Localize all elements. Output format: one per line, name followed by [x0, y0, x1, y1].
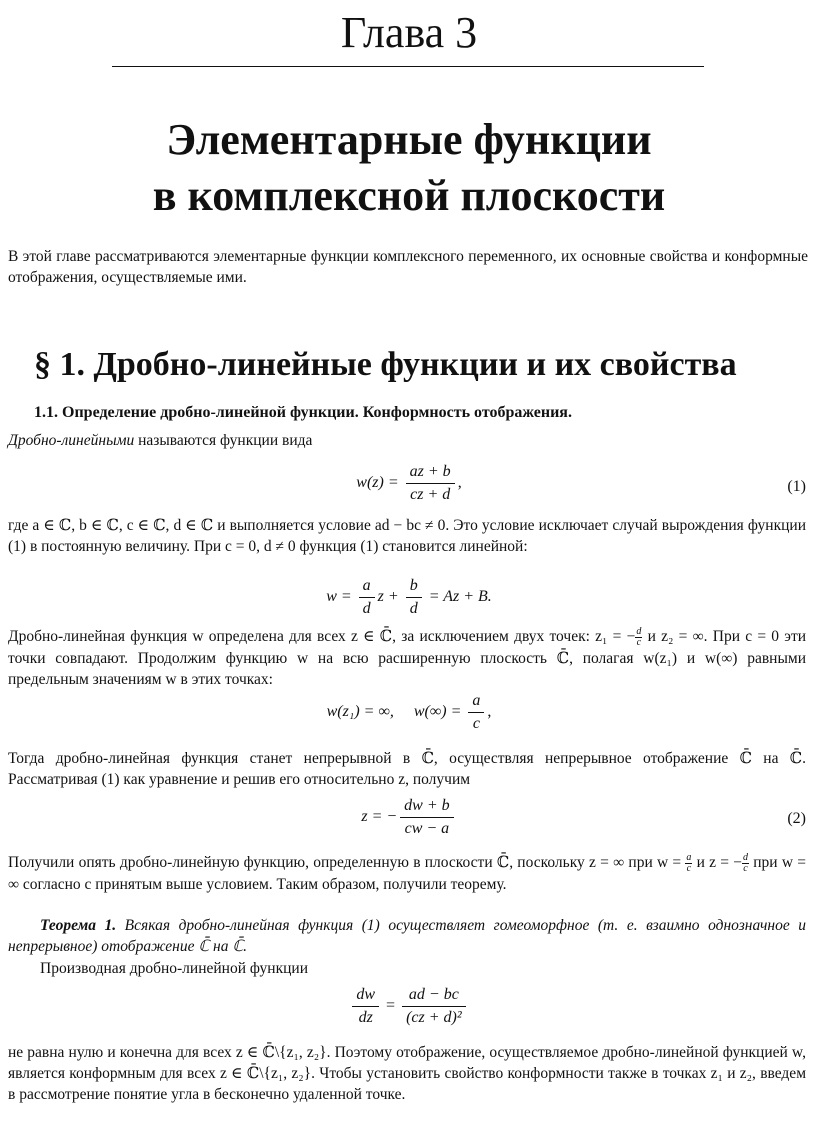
para4-part-c: при w = ∞ согласно с принятым выше условием. Таким образом, получили теорему.	[8, 854, 806, 893]
para2-frac-den: c	[636, 636, 642, 648]
equation-2	[0, 795, 818, 840]
eq-linear-frac-2-den: d	[409, 600, 418, 617]
para4-frac-1-den: c	[686, 862, 692, 874]
eq-deriv-right-den: (cz + d)²	[406, 1009, 462, 1026]
eq2-denominator: cw − a	[404, 820, 450, 837]
intro-paragraph	[8, 430, 806, 451]
para2-part-a: Дробно-линейная функция w определена для всех z ∈ ℂ̄, за исключением двух точек: z₁ = −	[8, 628, 636, 645]
eq1-numerator: az + b	[406, 461, 455, 484]
eq-deriv-left-num: dw	[352, 984, 379, 1007]
theorem-1	[8, 915, 806, 957]
para2-part-b: и z₂ = ∞. При c = 0 эти точки совпадают. Продолжим функцию w на всю расширенную плоскость ℂ̄, полагая w(z₁) и w(∞) равными предельным значениям w в этих точках:	[8, 628, 807, 688]
paragraph-3: Тогда дробно-линейная функция станет непрерывной в ℂ̄, осуществляя непрерывное отображение ℂ̄ на ℂ̄. Рассматривая (1) как уравнение и решив его относительно z, получим	[8, 750, 806, 788]
eq-deriv-right-fraction	[402, 984, 466, 1029]
paragraph-5: Производная дробно-линейной функции	[40, 960, 309, 977]
para4-frac-2-den: c	[743, 862, 748, 874]
eq-deriv-left-fraction	[352, 984, 379, 1029]
paragraph-6: не равна нулю и конечна для всех z ∈ ℂ̄\{z₁, z₂}. Поэтому отображение, осуществляемое дробно-линейной функцией w, является конформным для всех z ∈ ℂ̄\{z₁, z₂}. Чтобы установить свойство конформности также в точках z₁ и z₂, введем в рассмотрение понятие угла в бесконечно удаленной точке.	[8, 1044, 806, 1103]
eq-limits-tail: ,	[487, 703, 492, 721]
intro-rest: называются функции вида	[134, 432, 313, 449]
intro-term: Дробно-линейными	[8, 432, 135, 449]
eq-linear-frac-1	[359, 575, 375, 620]
eq1-tail: ,	[457, 474, 462, 492]
para4-part-a: Получили опять дробно-линейную функцию, определенную в плоскости ℂ̄, поскольку z = ∞ при w =	[8, 854, 686, 871]
eq-deriv-equals: =	[382, 997, 400, 1015]
eq2-number: (2)	[787, 810, 806, 827]
title-line-1: Элементарные функции	[166, 115, 652, 164]
equation-derivative	[0, 984, 818, 1029]
eq-limits-part-1: w(z₁) = ∞, w(∞) =	[326, 703, 466, 721]
eq1-fraction	[406, 461, 455, 506]
eq2-lhs: z = −	[361, 808, 398, 826]
para2-frac-num: d	[636, 625, 642, 637]
para4-inline-frac-2	[742, 853, 749, 874]
section-heading: § 1. Дробно-линейные функции и их свойства	[34, 346, 737, 383]
eq2-numerator: dw + b	[400, 795, 453, 818]
chapter-abstract: В этой главе рассматриваются элементарные функции комплексного переменного, их основные свойства и конформные отображения, осуществляемые ими.	[8, 248, 808, 286]
eq-deriv-right-num: ad − bc	[402, 984, 466, 1007]
eq-limits-fraction	[468, 690, 484, 735]
chapter-label: Глава 3	[340, 8, 478, 57]
chapter-title	[0, 112, 818, 224]
para4-frac-1-num: a	[686, 851, 692, 863]
theorem-label: Теорема 1.	[40, 917, 117, 934]
subsection-heading: 1.1. Определение дробно-линейной функции. Конформность отображения.	[34, 404, 572, 421]
chapter-rule	[112, 66, 704, 67]
eq-deriv-left-den: dz	[358, 1009, 373, 1026]
eq-linear-frac-1-num: a	[359, 575, 375, 598]
eq-linear-rhs: = Az + B.	[424, 588, 492, 606]
eq-linear-frac-1-den: d	[362, 600, 371, 617]
paragraph-2	[8, 626, 806, 690]
eq1-number: (1)	[787, 478, 806, 495]
eq-limits-den: c	[472, 715, 480, 732]
eq-linear-lhs: w =	[326, 588, 356, 606]
eq-linear-mid: z +	[377, 588, 403, 606]
theorem-text: Всякая дробно-линейная функция (1) осуществляет гомеоморфное (т. е. взаимно однозначное и непрерывное) отображение ℂ̄ на ℂ̄.	[8, 917, 806, 955]
eq-linear-frac-2	[406, 575, 422, 620]
para4-frac-2-num: d	[743, 851, 748, 863]
eq1-lhs: w(z) =	[356, 474, 403, 492]
eq2-fraction	[400, 795, 453, 840]
title-line-2: в комплексной плоскости	[152, 171, 666, 220]
eq1-denominator: cz + d	[410, 486, 451, 503]
equation-limits	[0, 690, 818, 735]
eq-linear-frac-2-num: b	[406, 575, 422, 598]
equation-linear	[0, 575, 818, 620]
equation-1	[0, 461, 818, 506]
paragraph-4	[8, 852, 806, 895]
paragraph-1: где a ∈ ℂ, b ∈ ℂ, c ∈ ℂ, d ∈ ℂ и выполняется условие ad − bc ≠ 0. Это условие исключает случай вырождения функции (1) в постоянную величину. При c = 0, d ≠ 0 функция (1) становится линейной:	[8, 517, 806, 555]
para4-part-b: и z = −	[692, 854, 742, 871]
eq-limits-num: a	[468, 690, 484, 713]
